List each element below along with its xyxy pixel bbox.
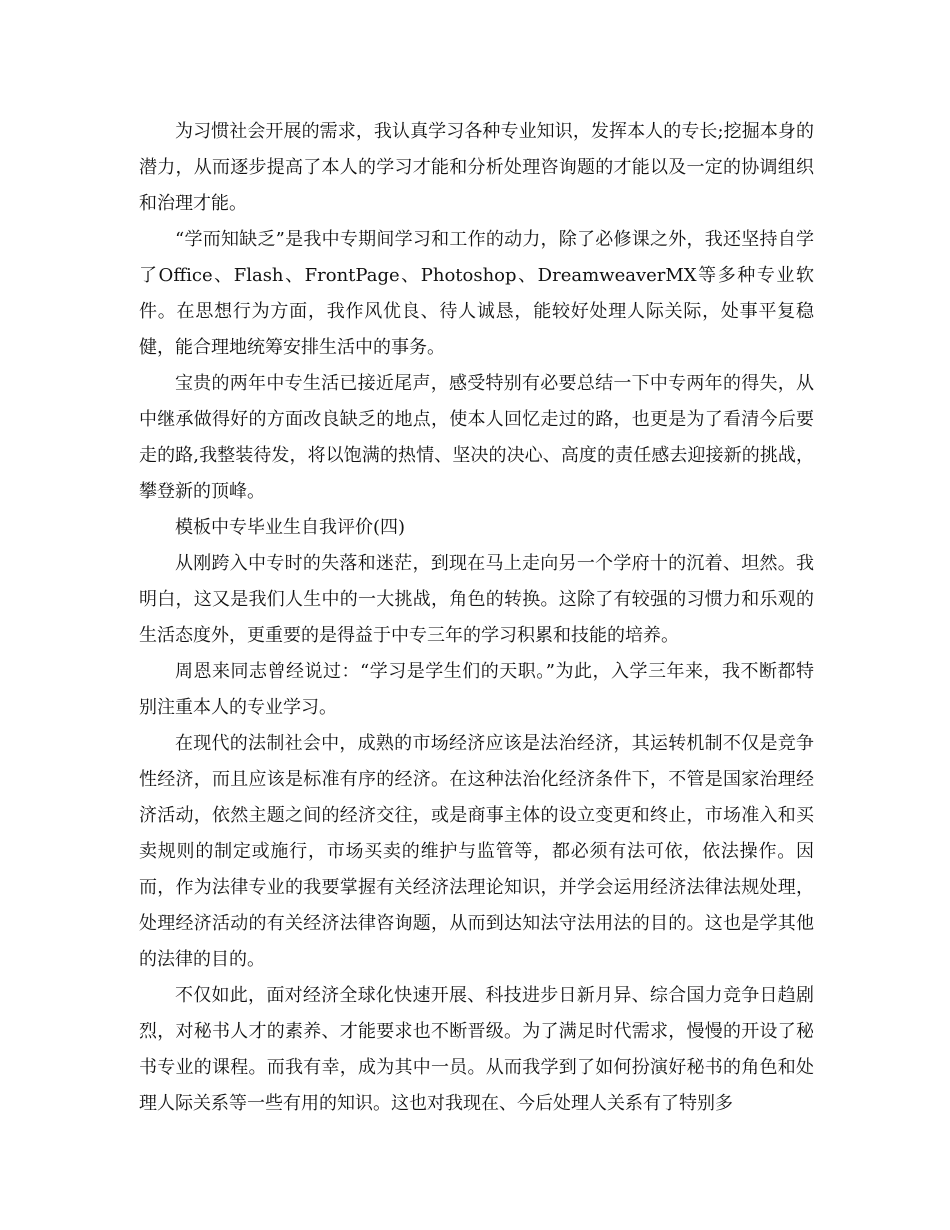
section-paragraph-1: 从刚跨入中专时的失落和迷茫，到现在马上走向另一个学府十的沉着、坦然。我明白，这又是我们人生中的一大挑战，角色的转换。这除了有较强的习惯力和乐观的生活态度外，更重要的是得益于中专三年的学习积累和技能的培养。 [139,553,814,646]
paragraph-2: “学而知缺乏”是我中专期间学习和工作的动力，除了必修课之外，我还坚持自学了Office、Flash、FrontPage、Photoshop、DreamweaverMX等多种专业软件。在思想行为方面，我作风优良、待人诚恳，能较好处理人际关际，处事平复稳健，能合理地统筹安排生活中的事务。 [139,229,814,358]
section-heading: 模板中专毕业生自我评价(四) [175,517,406,538]
paragraph-3: 宝贵的两年中专生活已接近尾声，感受特别有必要总结一下中专两年的得失，从中继承做得好的方面改良缺乏的地点，使本人回忆走过的路，也更是为了看清今后要走的路,我整装待发，将以饱满的热情、坚决的决心、高度的责任感去迎接新的挑战，攀登新的顶峰。 [139,373,814,502]
paragraph-1: 为习惯社会开展的需求，我认真学习各种专业知识，发挥本人的专长;挖掘本身的潜力，从而逐步提高了本人的学习才能和分析处理咨询题的才能以及一定的协调组织和治理才能。 [139,121,814,214]
document-body [139,114,814,1122]
section-paragraph-4: 不仅如此，面对经济全球化快速开展、科技进步日新月异、综合国力竞争日趋剧烈，对秘书人才的素养、才能要求也不断晋级。为了满足时代需求，慢慢的开设了秘书专业的课程。而我有幸，成为其中一员。从而我学到了如何扮演好秘书的角色和处理人际关系等一些有用的知识。这也对我现在、今后处理人关系有了特别多 [139,985,814,1114]
section-paragraph-3: 在现代的法制社会中，成熟的市场经济应该是法治经济，其运转机制不仅是竞争性经济，而且应该是标准有序的经济。在这种法治化经济条件下，不管是国家治理经济活动，依然主题之间的经济交往，或是商事主体的设立变更和终止，市场准入和买卖规则的制定或施行，市场买卖的维护与监管等，都必须有法可依，依法操作。因而，作为法律专业的我要掌握有关经济法理论知识，并学会运用经济法律法规处理，处理经济活动的有关经济法律咨询题，从而到达知法守法用法的目的。这也是学其他的法律的目的。 [139,733,814,970]
section-paragraph-2: 周恩来同志曾经说过：“学习是学生们的天职。”为此，入学三年来，我不断都特别注重本人的专业学习。 [139,661,814,718]
